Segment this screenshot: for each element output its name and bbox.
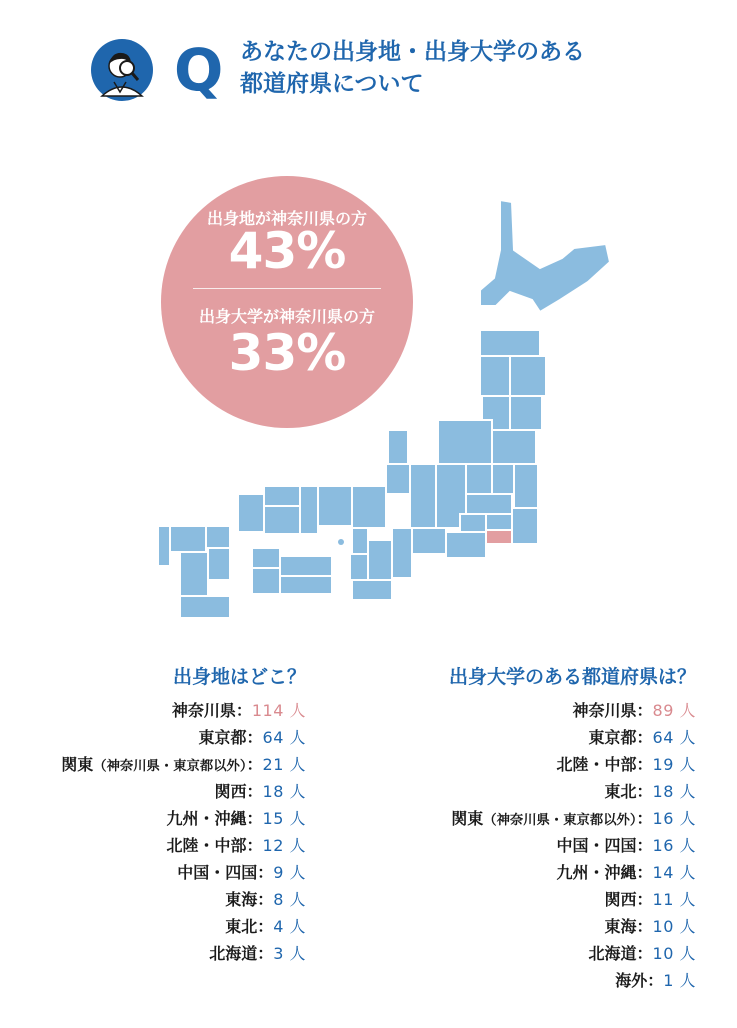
list-item	[0, 724, 306, 751]
map-region-fukushima	[492, 430, 536, 464]
item-label: 関西	[214, 782, 247, 801]
map-region-miyagi	[510, 396, 542, 430]
item-label: 北陸・中部	[556, 755, 637, 774]
map-region-okayama	[264, 506, 300, 534]
item-value: 12 人	[262, 836, 306, 855]
item-label: 中国・四国	[556, 836, 637, 855]
list-item	[380, 913, 696, 940]
list-item	[0, 778, 306, 805]
item-label: 中国・四国	[177, 863, 258, 882]
item-separator: ：	[246, 755, 263, 774]
map-region-niigata	[438, 420, 492, 464]
map-region-shimane	[238, 494, 264, 532]
item-value: 89 人	[652, 701, 696, 720]
map-region-osaka	[350, 554, 368, 580]
map-region-kagoshima	[180, 596, 230, 618]
item-label: 神奈川県	[572, 701, 637, 720]
list-item	[380, 751, 696, 778]
list-item	[380, 886, 696, 913]
item-label: 神奈川県	[171, 701, 236, 720]
map-region-kagawa	[252, 548, 280, 568]
item-value: 21 人	[262, 755, 306, 774]
item-label: 関西	[604, 890, 637, 909]
list-item	[380, 697, 696, 724]
item-separator: ：	[636, 809, 653, 828]
item-label: 九州・沖縄	[166, 809, 247, 828]
item-label: 東海	[225, 890, 258, 909]
item-value: 114 人	[251, 701, 306, 720]
list-item	[380, 724, 696, 751]
item-separator: ：	[636, 863, 653, 882]
item-value: 10 人	[652, 944, 696, 963]
list-item	[380, 967, 696, 994]
hometown-list	[0, 697, 306, 967]
map-region-hyogo	[300, 486, 318, 534]
item-separator: ：	[235, 701, 252, 720]
item-label: 北海道	[588, 944, 637, 963]
summary-divider	[193, 288, 381, 289]
map-region-fukui	[352, 486, 386, 528]
list-item	[0, 913, 306, 940]
map-region-tochigi	[492, 464, 514, 494]
map-region-ibaraki	[514, 464, 538, 508]
item-value: 8 人	[273, 890, 306, 909]
hometown-summary-percent: 43%	[228, 222, 346, 280]
item-separator: ：	[636, 890, 653, 909]
item-label: 東海	[604, 917, 637, 936]
item-separator: ：	[636, 782, 653, 801]
question-line-2: 都道府県について	[240, 71, 424, 97]
map-region-gunma	[466, 464, 492, 494]
item-value: 18 人	[262, 782, 306, 801]
item-value: 19 人	[652, 755, 696, 774]
item-note: （神奈川県・東京都以外）	[93, 759, 247, 774]
list-item	[380, 940, 696, 967]
item-separator: ：	[636, 836, 653, 855]
map-region-ishikawa	[388, 430, 408, 464]
map-region-kumamoto	[180, 552, 208, 596]
map-region-saitama	[466, 494, 512, 514]
item-value: 10 人	[652, 917, 696, 936]
item-value: 64 人	[652, 728, 696, 747]
map-region-iwate	[510, 356, 546, 396]
item-separator: ：	[636, 728, 653, 747]
list-item	[0, 832, 306, 859]
map-region-kanagawa	[486, 530, 512, 544]
item-label: 東北	[225, 917, 258, 936]
item-value: 3 人	[273, 944, 306, 963]
item-separator: ：	[636, 944, 653, 963]
item-value: 64 人	[262, 728, 306, 747]
map-region-gifu	[410, 464, 436, 528]
map-region-kochi	[280, 576, 332, 594]
item-label: 東北	[604, 782, 637, 801]
list-item	[0, 697, 306, 724]
map-region-aichi	[412, 528, 446, 554]
item-value: 18 人	[652, 782, 696, 801]
item-separator: ：	[647, 971, 664, 990]
list-item	[380, 859, 696, 886]
item-separator: ：	[636, 917, 653, 936]
university-summary-percent: 33%	[228, 324, 346, 382]
map-region-akita	[480, 356, 510, 396]
list-item	[0, 940, 306, 967]
map-region-nara	[368, 540, 392, 580]
map-region-tottori	[264, 486, 300, 506]
item-label: 東京都	[588, 728, 637, 747]
item-label: 北海道	[209, 944, 258, 963]
map-region-mie	[392, 528, 412, 578]
item-label: 九州・沖縄	[556, 863, 637, 882]
item-label: 北陸・中部	[166, 836, 247, 855]
item-value: 15 人	[262, 809, 306, 828]
item-value: 14 人	[652, 863, 696, 882]
q-mark: Q	[174, 36, 224, 104]
map-region-fukuoka	[170, 526, 206, 552]
map-region-miyazaki	[208, 548, 230, 580]
map-region-shiga	[352, 528, 368, 554]
list-item	[0, 859, 306, 886]
item-label: 関東	[451, 809, 484, 828]
item-value: 16 人	[652, 836, 696, 855]
map-region-yamanashi	[460, 514, 486, 532]
item-value: 4 人	[273, 917, 306, 936]
item-separator: ：	[246, 782, 263, 801]
map-region-kyoto	[318, 486, 352, 526]
item-value: 9 人	[273, 863, 306, 882]
item-label: 東京都	[198, 728, 247, 747]
map-region-tokyo	[486, 514, 512, 530]
list-item	[380, 778, 696, 805]
list-item	[380, 832, 696, 859]
university-summary-label: 出身大学が神奈川県の方	[198, 307, 375, 326]
university-title: 出身大学のある都道府県は？	[448, 666, 696, 688]
map-region-hokkaido	[480, 200, 610, 312]
list-item	[0, 805, 306, 832]
list-item	[380, 805, 696, 832]
question-line-1: あなたの出身地・出身大学のある	[240, 39, 585, 65]
map-region-aomori	[480, 330, 540, 356]
hometown-title: 出身地はどこ？	[172, 666, 306, 688]
map-region-awaji	[338, 539, 344, 545]
item-separator: ：	[257, 917, 274, 936]
item-value: 11 人	[652, 890, 696, 909]
item-separator: ：	[246, 809, 263, 828]
item-separator: ：	[636, 701, 653, 720]
map-region-saga	[158, 526, 170, 566]
item-value: 1 人	[663, 971, 696, 990]
item-value: 16 人	[652, 809, 696, 828]
item-separator: ：	[257, 890, 274, 909]
university-list	[380, 697, 696, 994]
map-region-ehime	[252, 568, 280, 594]
item-label: 関東	[61, 755, 94, 774]
map-region-chiba	[512, 508, 538, 544]
item-label: 海外	[615, 971, 648, 990]
map-region-shizuoka	[446, 532, 486, 558]
item-separator: ：	[636, 755, 653, 774]
item-note: （神奈川県・東京都以外）	[483, 813, 637, 828]
map-region-oita	[206, 526, 230, 548]
summary-circle	[161, 176, 413, 428]
map-region-wakayama	[352, 580, 392, 600]
item-separator: ：	[246, 728, 263, 747]
item-separator: ：	[257, 863, 274, 882]
item-separator: ：	[246, 836, 263, 855]
list-item	[0, 751, 306, 778]
list-item	[0, 886, 306, 913]
hometown-summary-label: 出身地が神奈川県の方	[206, 209, 367, 228]
item-separator: ：	[257, 944, 274, 963]
map-region-tokushima	[280, 556, 332, 576]
